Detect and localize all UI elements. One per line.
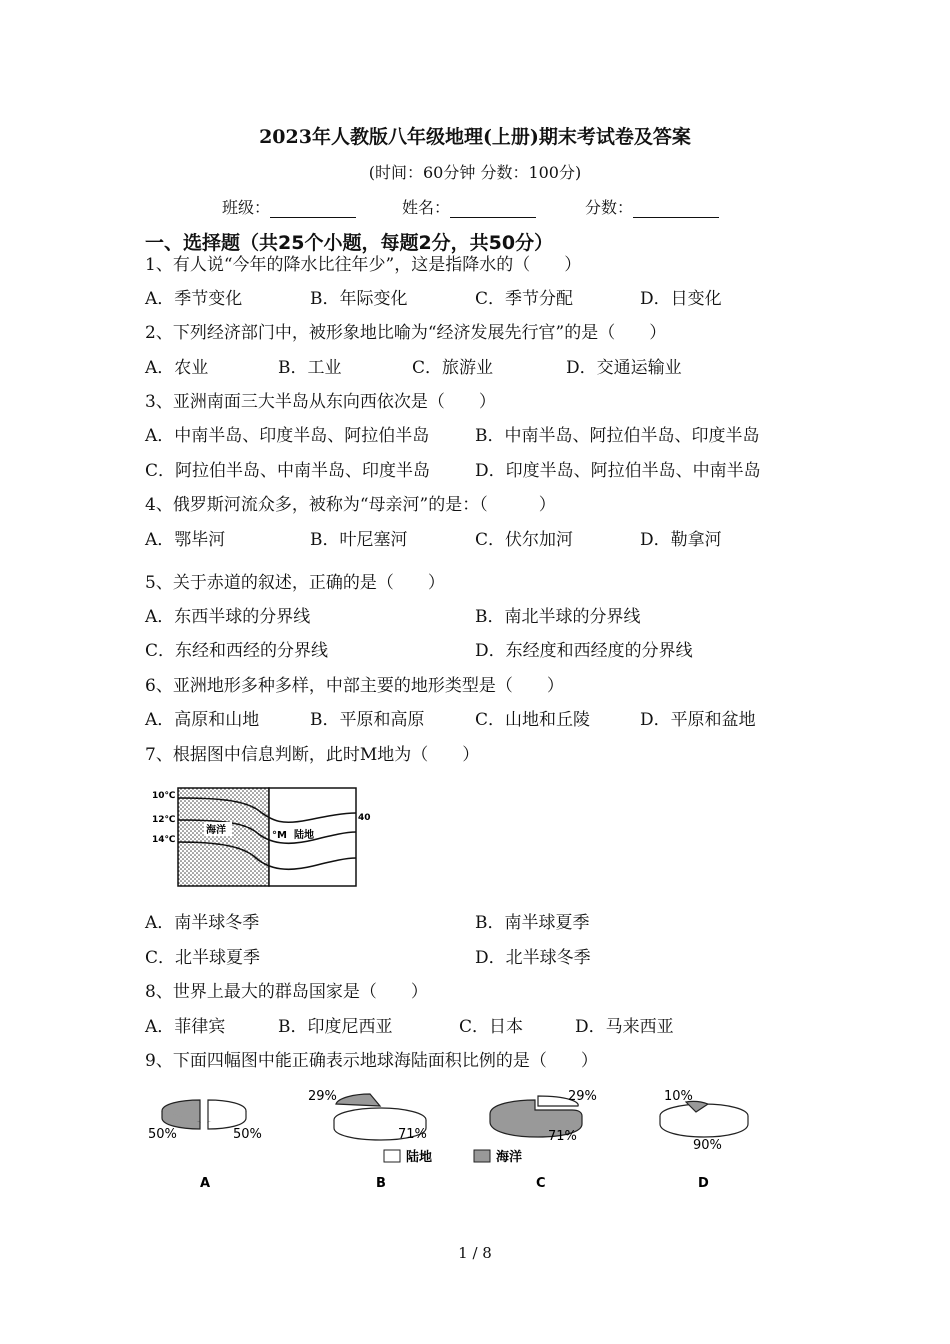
q2-option-d: D．交通运输业 — [566, 358, 682, 378]
class-blank — [270, 201, 356, 218]
q7-option-a: A．南半球冬季 — [145, 913, 260, 933]
question-8: 8、世界上最大的群岛国家是（ ） — [145, 982, 428, 1002]
question-3: 3、亚洲南面三大半岛从东向西依次是（ ） — [145, 392, 496, 412]
q5-option-c: C．东经和西经的分界线 — [145, 641, 329, 661]
label-14c: 14℃ — [152, 835, 176, 845]
score-field — [585, 195, 719, 218]
question-9: 9、下面四幅图中能正确表示地球海陆面积比例的是（ ） — [145, 1051, 598, 1071]
question-2: 2、下列经济部门中，被形象地比喻为“经济发展先行官”的是（ ） — [145, 323, 667, 343]
q1-option-b: B．年际变化 — [310, 289, 408, 309]
latitude-label: 40 — [358, 813, 371, 823]
pie-a — [148, 1100, 262, 1191]
page-number: 1 / 8 — [458, 1244, 492, 1262]
label-10c: 10℃ — [152, 791, 176, 801]
legend-ocean-label: 海洋 — [496, 1150, 523, 1165]
pie-d-caption: D — [698, 1176, 709, 1191]
q2-option-c: C．旅游业 — [412, 358, 494, 378]
question-4: 4、俄罗斯河流众多，被称为“母亲河”的是：（ ） — [145, 495, 556, 515]
q5-option-d: D．东经度和西经度的分界线 — [475, 641, 693, 661]
pie-a-right-label: 50% — [233, 1127, 262, 1142]
q3-option-a: A．中南半岛、印度半岛、阿拉伯半岛 — [145, 426, 430, 446]
pie-charts-figure — [140, 1082, 780, 1197]
pie-a-left-label: 50% — [148, 1127, 177, 1142]
q3-option-d: D．印度半岛、阿拉伯半岛、中南半岛 — [475, 461, 761, 481]
q7-option-d: D．北半球冬季 — [475, 948, 591, 968]
section-heading: 一、选择题（共25个小题，每题2分，共50分） — [145, 232, 554, 254]
land-label: 陆地 — [294, 830, 314, 841]
q4-option-b: B．叶尼塞河 — [310, 530, 408, 550]
q1-option-d: D．日变化 — [640, 289, 722, 309]
q2-option-a: A．农业 — [145, 358, 209, 378]
q4-option-d: D．勒拿河 — [640, 530, 722, 550]
question-7: 7、根据图中信息判断，此时M地为（ ） — [145, 745, 480, 765]
name-blank — [450, 201, 536, 218]
pie-b — [308, 1089, 427, 1191]
class-label: 班级： — [222, 198, 271, 217]
pie-d-bottom-label: 90% — [693, 1138, 722, 1153]
q5-option-a: A．东西半球的分界线 — [145, 607, 311, 627]
q7-option-b: B．南半球夏季 — [475, 913, 590, 933]
page-title: 2023年人教版八年级地理(上册)期末考试卷及答案 — [259, 126, 691, 148]
q4-option-c: C．伏尔加河 — [475, 530, 574, 550]
pie-legend — [384, 1149, 522, 1165]
pie-b-caption: B — [376, 1176, 386, 1191]
q8-option-d: D．马来西亚 — [575, 1017, 674, 1037]
q6-option-a: A．高原和山地 — [145, 710, 260, 730]
question-1: 1、有人说“今年的降水比往年少”，这是指降水的（ ） — [145, 255, 582, 275]
q8-option-a: A．菲律宾 — [145, 1017, 226, 1037]
q3-option-b: B．中南半岛、阿拉伯半岛、印度半岛 — [475, 426, 760, 446]
ocean-label: 海洋 — [206, 825, 226, 836]
name-label: 姓名： — [402, 198, 451, 217]
label-12c: 12℃ — [152, 815, 176, 825]
score-label: 分数： — [585, 198, 634, 217]
q6-option-b: B．平原和高原 — [310, 710, 425, 730]
name-field — [402, 195, 536, 218]
pie-a-caption: A — [200, 1176, 211, 1191]
q8-option-b: B．印度尼西亚 — [278, 1017, 393, 1037]
ocean-area — [178, 788, 269, 886]
pie-b-top-label: 29% — [308, 1089, 337, 1104]
legend-land-label: 陆地 — [406, 1150, 433, 1165]
legend-land-swatch — [384, 1150, 400, 1162]
q4-option-a: A．鄂毕河 — [145, 530, 226, 550]
class-field — [222, 195, 356, 218]
pie-d-top-label: 10% — [664, 1089, 693, 1104]
pie-c-top-label: 29% — [568, 1089, 597, 1104]
question-5: 5、关于赤道的叙述，正确的是（ ） — [145, 573, 445, 593]
pie-c-bottom-label: 71% — [548, 1129, 577, 1144]
score-blank — [633, 201, 719, 218]
isotherm-figure — [148, 780, 378, 890]
question-6: 6、亚洲地形多种多样，中部主要的地形类型是（ ） — [145, 676, 564, 696]
pie-b-bottom-label: 71% — [398, 1127, 427, 1142]
q7-option-c: C．北半球夏季 — [145, 948, 261, 968]
pie-d — [660, 1089, 748, 1191]
exam-time-score: (时间：60分钟 分数：100分) — [368, 163, 582, 182]
pie-c — [490, 1089, 597, 1191]
legend-ocean-swatch — [474, 1150, 490, 1162]
q5-option-b: B．南北半球的分界线 — [475, 607, 641, 627]
q6-option-c: C．山地和丘陵 — [475, 710, 591, 730]
q1-option-a: A．季节变化 — [145, 289, 243, 309]
q3-option-c: C．阿拉伯半岛、中南半岛、印度半岛 — [145, 461, 431, 481]
q6-option-d: D．平原和盆地 — [640, 710, 756, 730]
pie-c-caption: C — [536, 1176, 546, 1191]
m-point-label: °M — [272, 830, 287, 841]
q2-option-b: B．工业 — [278, 358, 342, 378]
q8-option-c: C．日本 — [459, 1017, 524, 1037]
q1-option-c: C．季节分配 — [475, 289, 574, 309]
